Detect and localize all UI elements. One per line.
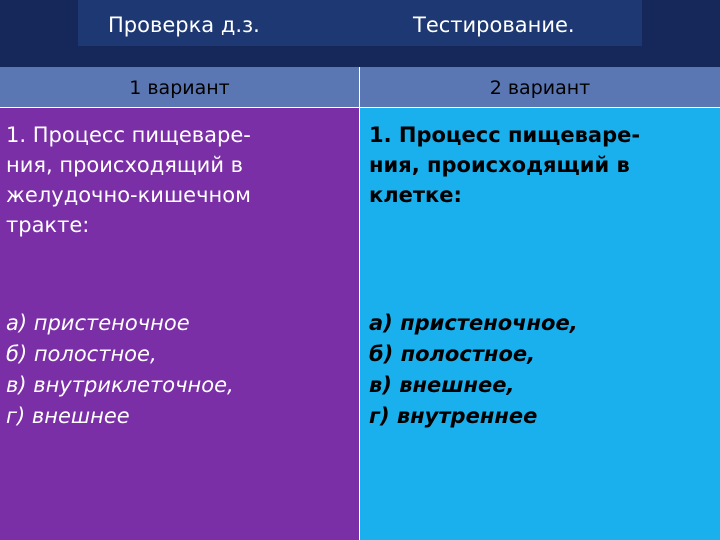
variant-2-options <box>369 308 578 432</box>
answer-option: б) полостное, <box>6 342 157 366</box>
variant-2-cell <box>360 107 720 540</box>
question-line: ния, происходящий в <box>369 153 630 177</box>
question-line: 1. Процесс пищеваре- <box>6 123 251 147</box>
column-header-variant-2: 2 вариант <box>360 67 720 107</box>
answer-option: г) внешнее <box>6 404 130 428</box>
slide-title-left: Проверка д.з. <box>108 13 260 37</box>
answer-option: г) внутреннее <box>369 404 538 428</box>
variant-2-question <box>369 120 709 210</box>
answer-option: в) внутриклеточное, <box>6 373 234 397</box>
slide-title-right: Тестирование. <box>413 13 575 37</box>
variant-1-options <box>6 308 234 432</box>
question-line: тракте: <box>6 213 90 237</box>
answer-option: а) пристеночное <box>6 311 190 335</box>
question-line: ния, происходящий в <box>6 153 244 177</box>
answer-option: б) полостное, <box>369 342 536 366</box>
answer-option: а) пристеночное, <box>369 311 578 335</box>
column-header-variant-1: 1 вариант <box>0 67 360 107</box>
question-line: 1. Процесс пищеваре- <box>369 123 641 147</box>
question-line: желудочно-кишечном <box>6 183 251 207</box>
variant-1-question <box>6 120 346 240</box>
question-line: клетке: <box>369 183 462 207</box>
variants-table <box>0 67 720 540</box>
answer-option: в) внешнее, <box>369 373 515 397</box>
variant-1-cell <box>0 107 360 540</box>
